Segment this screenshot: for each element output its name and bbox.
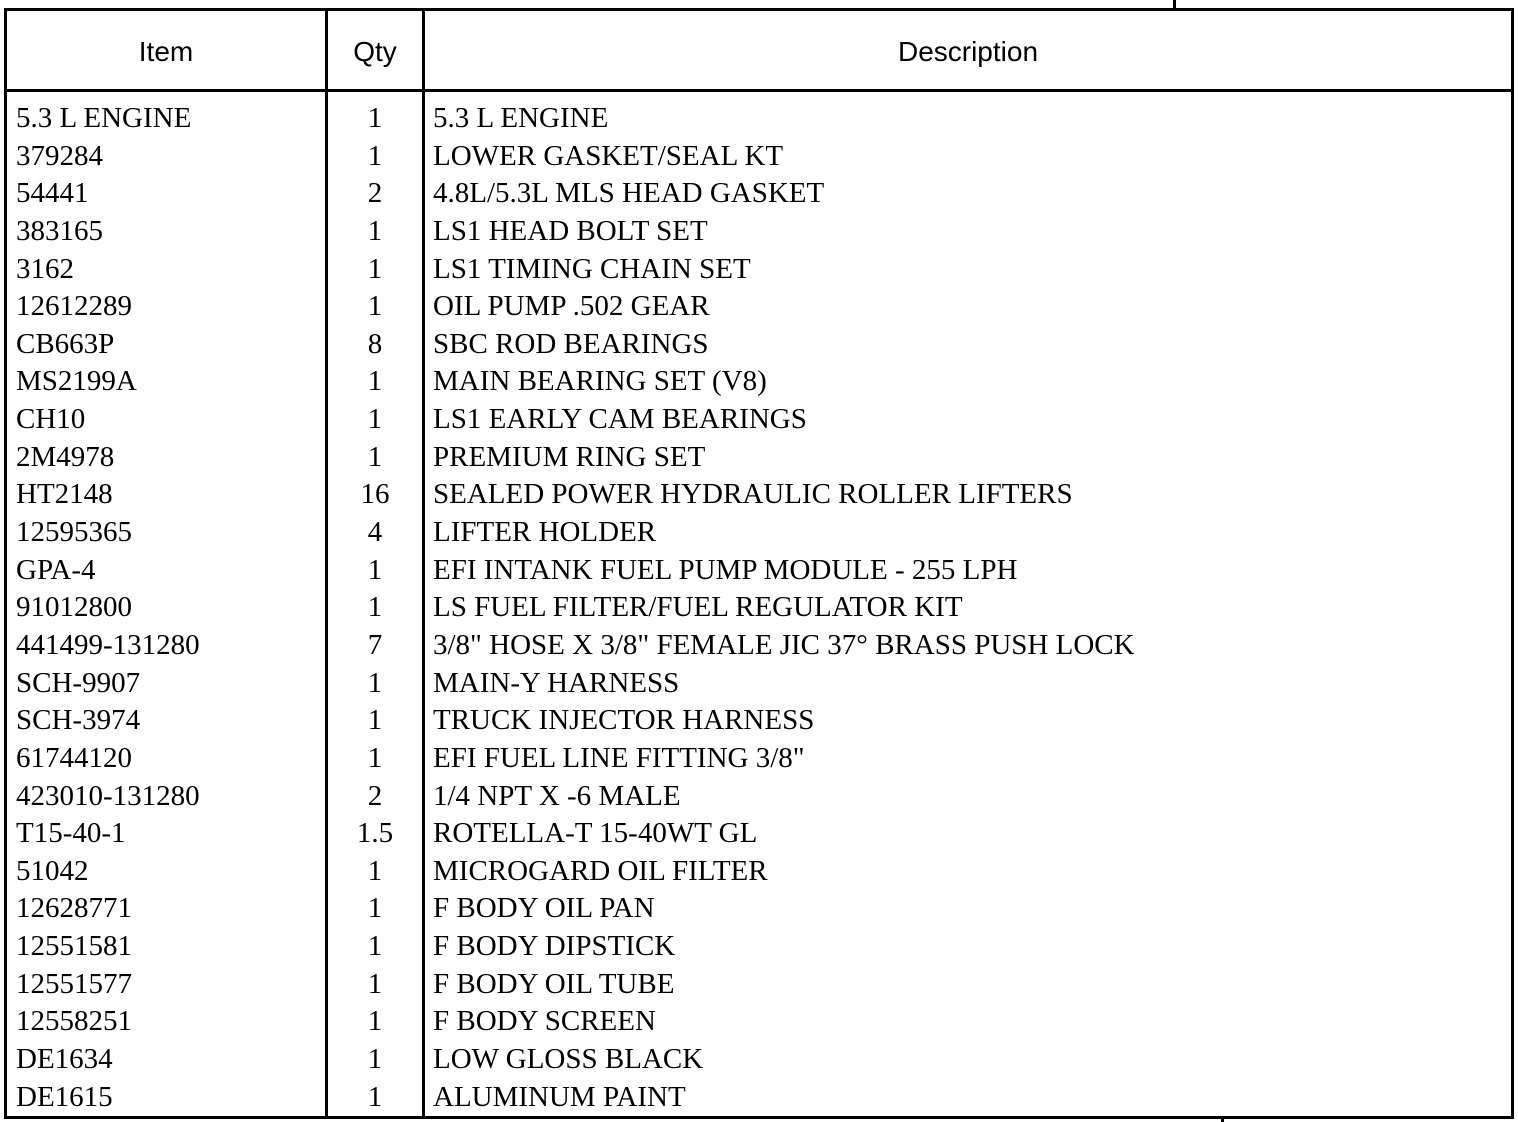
table-row bbox=[7, 853, 1511, 891]
table-row bbox=[7, 928, 1511, 966]
cell-description: SEALED POWER HYDRAULIC ROLLER LIFTERS bbox=[433, 478, 1073, 511]
cell-qty: 1 bbox=[367, 854, 383, 887]
cell-description: LIFTER HOLDER bbox=[433, 516, 657, 549]
cell-qty: 2 bbox=[367, 779, 383, 812]
cell-qty: 1 bbox=[367, 139, 383, 172]
table-row bbox=[7, 552, 1511, 590]
cell-description: PREMIUM RING SET bbox=[433, 440, 706, 473]
table-row bbox=[7, 665, 1511, 703]
cell-qty: 1 bbox=[367, 252, 383, 285]
cell-description: ALUMINUM PAINT bbox=[433, 1080, 686, 1113]
cell-item: 5.3 L ENGINE bbox=[16, 102, 192, 134]
cell-description: OIL PUMP .502 GEAR bbox=[433, 290, 710, 323]
cell-description: 4.8L/5.3L MLS HEAD GASKET bbox=[433, 177, 825, 210]
cell-description: F BODY OIL TUBE bbox=[433, 967, 675, 1000]
cell-item: HT2148 bbox=[16, 478, 113, 511]
cell-qty: 1 bbox=[367, 666, 383, 699]
column-header-item: Item bbox=[138, 36, 194, 67]
cell-description: 3/8" HOSE X 3/8" FEMALE JIC 37° BRASS PUSH LOCK bbox=[433, 628, 1135, 661]
cell-description: TRUCK INJECTOR HARNESS bbox=[433, 704, 815, 737]
cell-item: 12595365 bbox=[16, 516, 132, 549]
cell-description: LS1 HEAD BOLT SET bbox=[433, 214, 708, 247]
cell-qty: 4 bbox=[367, 516, 383, 549]
table-row bbox=[7, 326, 1511, 364]
cell-qty: 1 bbox=[367, 403, 383, 436]
header-divider bbox=[7, 89, 1511, 92]
cell-item: 2M4978 bbox=[16, 440, 115, 473]
cell-item: MS2199A bbox=[16, 365, 137, 398]
cell-item: 54441 bbox=[16, 177, 89, 210]
cell-item: 51042 bbox=[16, 854, 89, 887]
cell-qty: 1 bbox=[367, 214, 383, 247]
table-row bbox=[7, 740, 1511, 778]
cell-description: SBC ROD BEARINGS bbox=[433, 327, 709, 360]
table-row bbox=[7, 439, 1511, 477]
table-body bbox=[7, 100, 1511, 1116]
table-row bbox=[7, 1041, 1511, 1079]
cell-description: ROTELLA-T 15-40WT GL bbox=[433, 817, 758, 850]
cell-item: 3162 bbox=[16, 252, 74, 285]
cell-description: F BODY DIPSTICK bbox=[433, 930, 676, 963]
cell-item: 12612289 bbox=[16, 290, 132, 323]
table-row bbox=[7, 589, 1511, 627]
cell-item: 12551577 bbox=[16, 967, 132, 1000]
cell-item: SCH-3974 bbox=[16, 704, 141, 737]
cell-description: MAIN-Y HARNESS bbox=[433, 666, 680, 699]
cell-item: DE1615 bbox=[16, 1080, 113, 1113]
cell-qty: 1 bbox=[367, 1005, 383, 1038]
cell-item: 383165 bbox=[16, 214, 103, 247]
cell-item: 12558251 bbox=[16, 1005, 132, 1038]
cell-qty: 1 bbox=[367, 967, 383, 1000]
cell-item: CH10 bbox=[16, 403, 86, 436]
cell-qty: 1 bbox=[367, 591, 383, 624]
cell-description: 5.3 L ENGINE bbox=[433, 102, 609, 134]
cell-qty: 1 bbox=[367, 1080, 383, 1113]
cell-qty: 1 bbox=[367, 741, 383, 774]
cell-qty: 8 bbox=[367, 327, 383, 360]
cell-qty: 1 bbox=[367, 553, 383, 586]
cell-description: MICROGARD OIL FILTER bbox=[433, 854, 768, 887]
table-row bbox=[7, 966, 1511, 1004]
parts-table bbox=[4, 8, 1514, 1119]
column-header-description: Description bbox=[897, 36, 1039, 67]
cell-item: 61744120 bbox=[16, 741, 132, 774]
table-row bbox=[7, 288, 1511, 326]
cell-qty: 16 bbox=[360, 478, 390, 511]
cell-description: LS1 TIMING CHAIN SET bbox=[433, 252, 751, 285]
table-row bbox=[7, 514, 1511, 552]
cell-description: LS FUEL FILTER/FUEL REGULATOR KIT bbox=[433, 591, 963, 624]
cell-qty: 1 bbox=[367, 290, 383, 323]
cell-qty: 1 bbox=[367, 365, 383, 398]
table-row bbox=[7, 251, 1511, 289]
cell-item: 379284 bbox=[16, 139, 103, 172]
cell-item: SCH-9907 bbox=[16, 666, 141, 699]
table-row bbox=[7, 100, 1511, 138]
cell-item: T15-40-1 bbox=[16, 817, 126, 850]
table-row bbox=[7, 476, 1511, 514]
cell-item: 441499-131280 bbox=[16, 628, 200, 661]
cell-description: MAIN BEARING SET (V8) bbox=[433, 365, 767, 398]
table-row bbox=[7, 890, 1511, 928]
cell-qty: 1 bbox=[367, 102, 383, 134]
table-row bbox=[7, 702, 1511, 740]
table-row bbox=[7, 778, 1511, 816]
cell-qty: 2 bbox=[367, 177, 383, 210]
cell-qty: 1 bbox=[367, 1043, 383, 1076]
cell-description: F BODY OIL PAN bbox=[433, 892, 655, 925]
cell-item: 423010-131280 bbox=[16, 779, 200, 812]
cell-item: 12628771 bbox=[16, 892, 132, 925]
cell-description: EFI INTANK FUEL PUMP MODULE - 255 LPH bbox=[433, 553, 1018, 586]
cell-item: 91012800 bbox=[16, 591, 132, 624]
table-row bbox=[7, 627, 1511, 665]
cell-qty: 1 bbox=[367, 704, 383, 737]
cell-item: GPA-4 bbox=[16, 553, 96, 586]
cell-description: LOW GLOSS BLACK bbox=[433, 1043, 704, 1076]
cell-item: DE1634 bbox=[16, 1043, 113, 1076]
table-row bbox=[7, 363, 1511, 401]
table-row bbox=[7, 138, 1511, 176]
cell-qty: 1 bbox=[367, 440, 383, 473]
table-row bbox=[7, 1079, 1511, 1117]
column-header-qty: Qty bbox=[353, 36, 397, 67]
cell-description: EFI FUEL LINE FITTING 3/8" bbox=[433, 741, 805, 774]
cell-qty: 1 bbox=[367, 930, 383, 963]
cell-item: CB663P bbox=[16, 327, 115, 360]
cell-description: LS1 EARLY CAM BEARINGS bbox=[433, 403, 807, 436]
table-row bbox=[7, 815, 1511, 853]
table-row bbox=[7, 175, 1511, 213]
cell-qty: 7 bbox=[367, 628, 383, 661]
cell-description: LOWER GASKET/SEAL KT bbox=[433, 139, 784, 172]
table-row bbox=[7, 213, 1511, 251]
cell-description: F BODY SCREEN bbox=[433, 1005, 656, 1038]
table-row bbox=[7, 1003, 1511, 1041]
table-row bbox=[7, 401, 1511, 439]
cell-qty: 1.5 bbox=[356, 817, 394, 850]
cell-description: 1/4 NPT X -6 MALE bbox=[433, 779, 681, 812]
cell-qty: 1 bbox=[367, 892, 383, 925]
cell-item: 12551581 bbox=[16, 930, 132, 963]
